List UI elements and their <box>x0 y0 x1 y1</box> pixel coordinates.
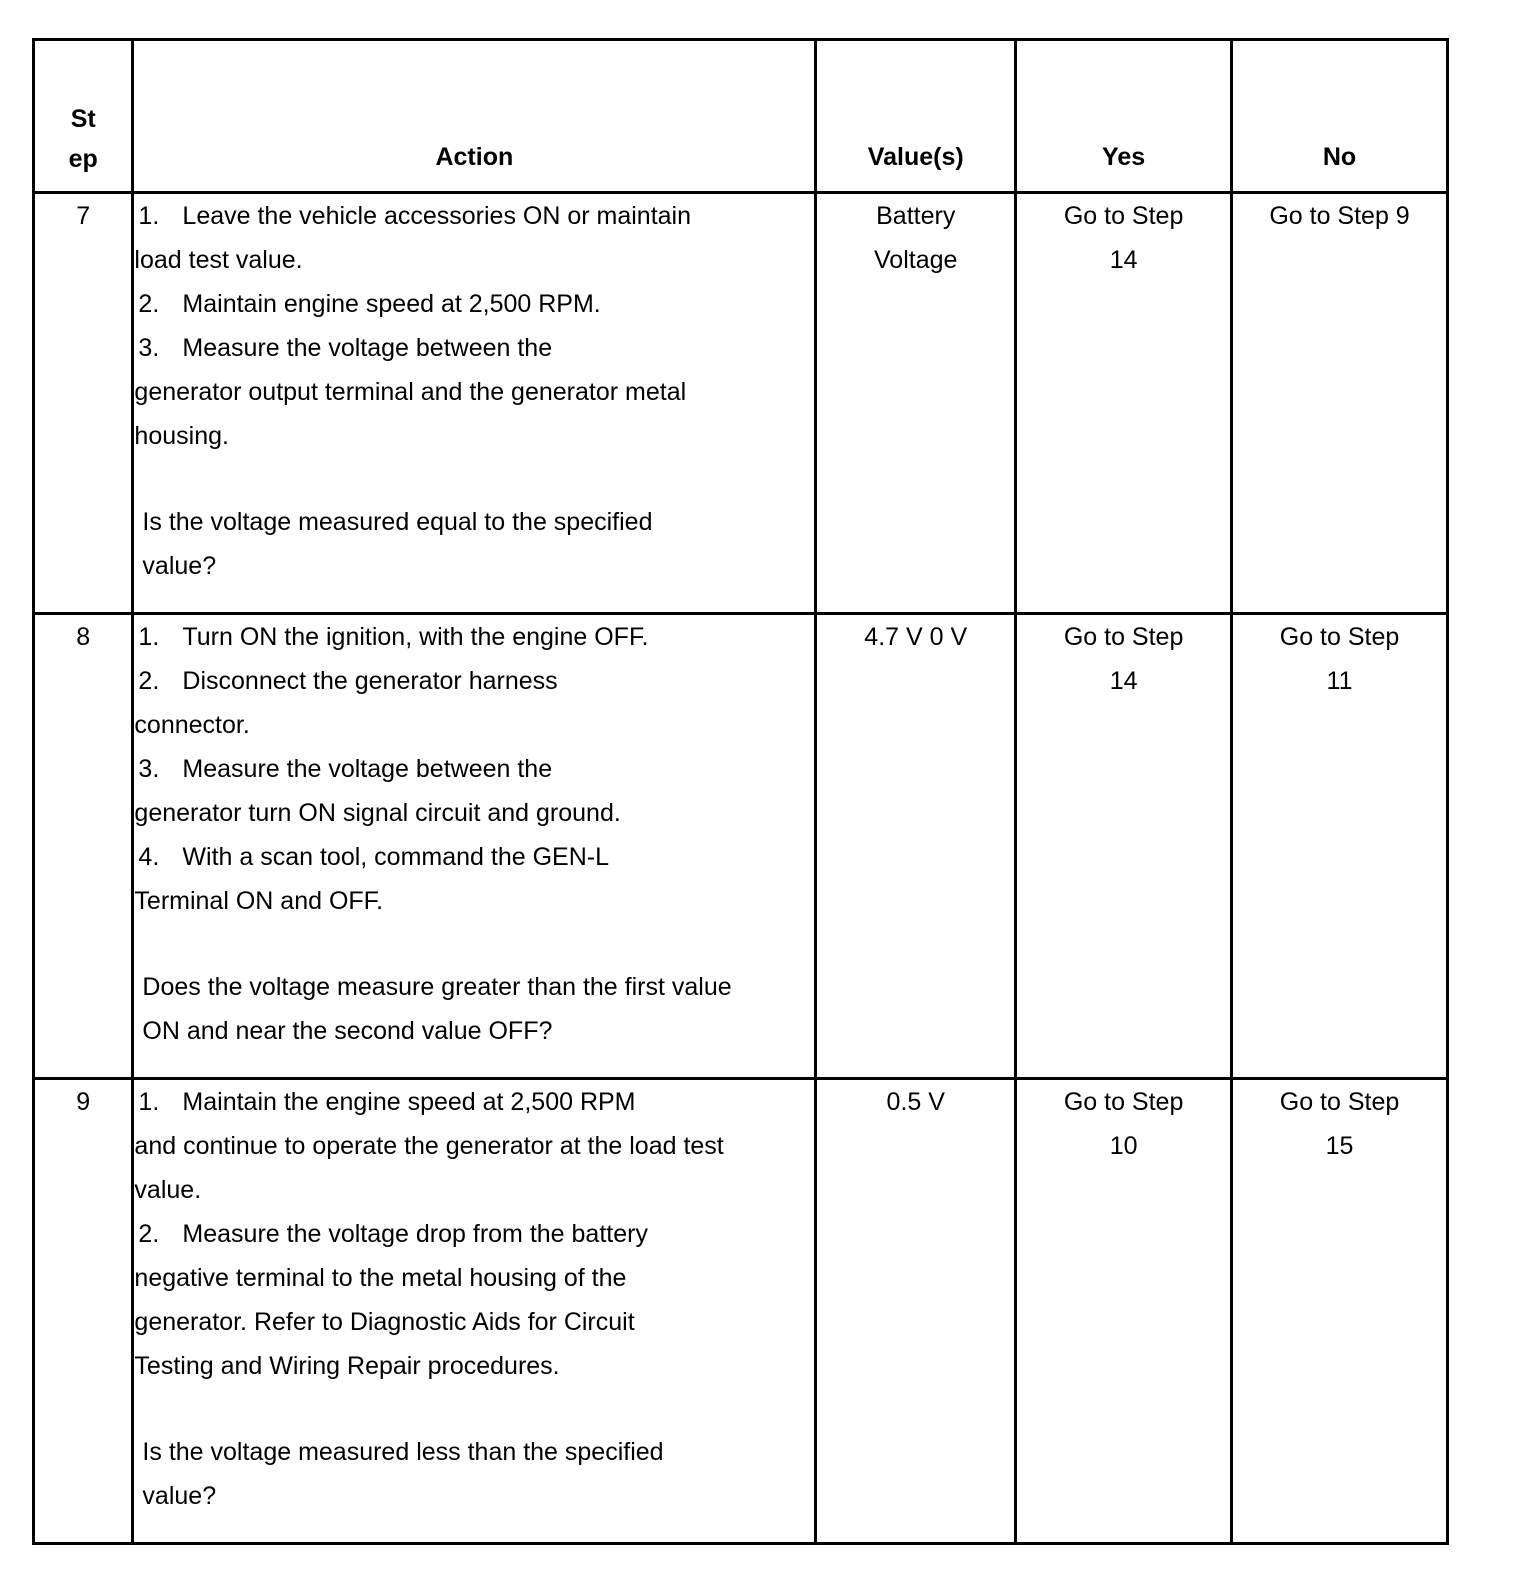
no-cell <box>1232 1079 1448 1544</box>
action-question: Does the voltage measure greater than the first value ON and near the second value OFF? <box>142 973 732 1045</box>
value-cell <box>816 193 1016 614</box>
no-text-line1: Go to Step <box>1279 623 1400 651</box>
action-item-continuation: Terminal ON and OFF. <box>134 887 384 915</box>
action-item: 2. Maintain engine speed at 2,500 RPM. <box>138 290 601 318</box>
diagnostic-table <box>32 38 1449 1545</box>
no-text-line2: 15 <box>1325 1132 1354 1160</box>
action-item-continuation: load test value. <box>134 246 303 274</box>
header-value: Value(s) <box>816 40 1016 193</box>
action-item: 2. Measure the voltage drop from the battery <box>138 1220 648 1248</box>
step-number: 9 <box>34 1079 133 1544</box>
action-item: 1. Maintain the engine speed at 2,500 RPM <box>138 1088 636 1116</box>
value-line: Voltage <box>874 246 958 274</box>
action-question: Is the voltage measured equal to the specified value? <box>142 508 653 580</box>
action-item: 3. Measure the voltage between the <box>138 334 553 362</box>
no-cell <box>1232 614 1448 1079</box>
value-cell <box>816 614 1016 1079</box>
no-cell <box>1232 193 1448 614</box>
action-item: 1. Turn ON the ignition, with the engine OFF. <box>138 623 649 651</box>
action-item: 1. Leave the vehicle accessories ON or maintain <box>138 202 692 230</box>
yes-cell <box>1016 614 1232 1079</box>
table-row-step-8 <box>34 614 1448 1079</box>
action-item: 3. Measure the voltage between the <box>138 755 553 783</box>
action-item-continuation: negative terminal to the metal housing of the generator. Refer to Diagnostic Aids for Circuit Testing and Wiring Repair procedures. <box>134 1264 635 1380</box>
header-step-line2: ep <box>68 145 98 173</box>
action-question: Is the voltage measured less than the specified value? <box>142 1438 664 1510</box>
header-action: Action <box>133 40 816 193</box>
yes-cell <box>1016 1079 1232 1544</box>
header-row <box>34 40 1448 193</box>
header-no: No <box>1232 40 1448 193</box>
action-cell <box>133 1079 816 1544</box>
yes-text-line1: Go to Step <box>1063 623 1184 651</box>
action-item-continuation: generator turn ON signal circuit and ground. <box>134 799 621 827</box>
table-row-step-7 <box>34 193 1448 614</box>
action-item: 4. With a scan tool, command the GEN-L <box>138 843 609 871</box>
yes-text-line2: 14 <box>1109 667 1138 695</box>
action-item-continuation: and continue to operate the generator at the load test value. <box>134 1132 724 1204</box>
action-cell <box>133 193 816 614</box>
action-item: 2. Disconnect the generator harness <box>138 667 558 695</box>
no-text-line1: Go to Step <box>1279 1088 1400 1116</box>
value-line: Battery <box>876 202 956 230</box>
no-text-line2: 11 <box>1326 667 1353 695</box>
no-text-line1: Go to Step 9 <box>1269 202 1410 230</box>
yes-text-line2: 14 <box>1109 246 1138 274</box>
header-step-line1: St <box>70 105 96 133</box>
yes-text-line2: 10 <box>1109 1132 1138 1160</box>
header-step <box>34 40 133 193</box>
yes-cell <box>1016 193 1232 614</box>
action-item-continuation: generator output terminal and the generator metal housing. <box>134 378 687 450</box>
action-cell <box>133 614 816 1079</box>
step-number: 7 <box>34 193 133 614</box>
value-line: 0.5 V <box>886 1088 945 1116</box>
header-yes: Yes <box>1016 40 1232 193</box>
yes-text-line1: Go to Step <box>1063 202 1184 230</box>
value-cell <box>816 1079 1016 1544</box>
value-line: 4.7 V 0 V <box>864 623 968 651</box>
table-row-step-9 <box>34 1079 1448 1544</box>
step-number: 8 <box>34 614 133 1079</box>
action-item-continuation: connector. <box>134 711 250 739</box>
yes-text-line1: Go to Step <box>1063 1088 1184 1116</box>
